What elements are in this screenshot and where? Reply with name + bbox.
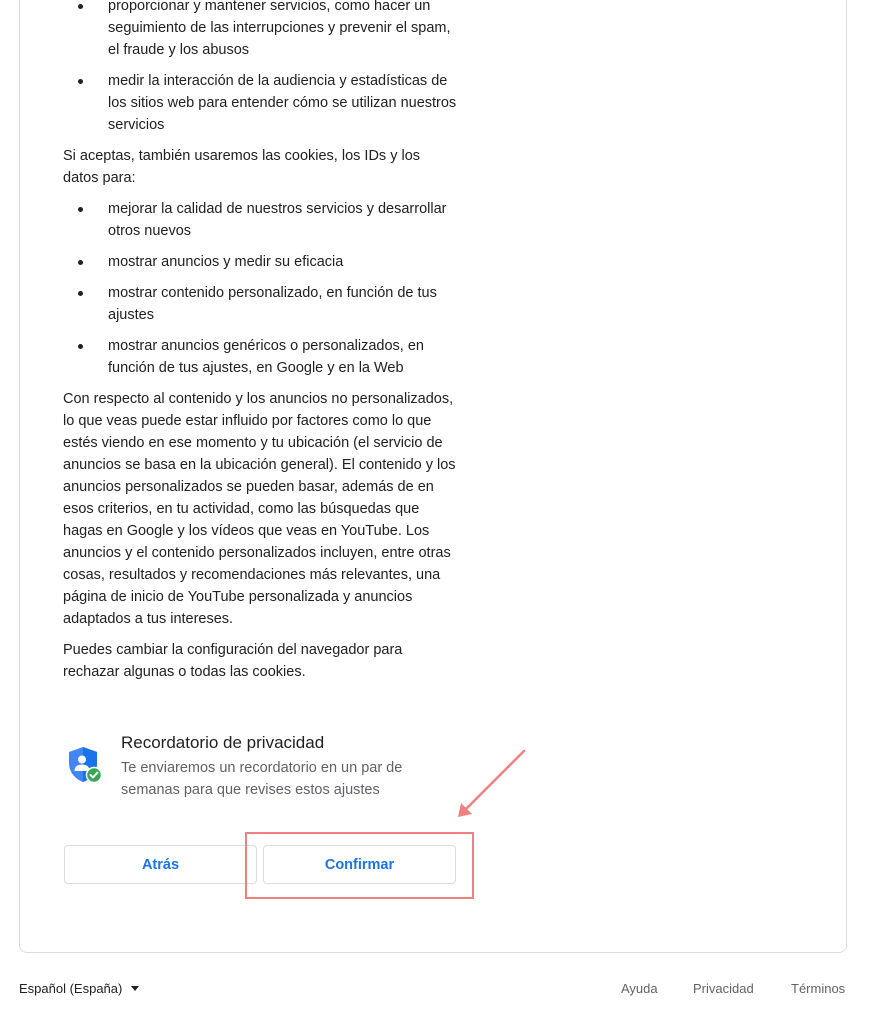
accept-intro-text: Si aceptas, también usaremos las cookies, los IDs y los datos para: (63, 148, 421, 186)
personalized-content-text: Con respecto al contenido y los anuncios no personalizados, lo que veas puede estar influido por factores como lo que estés viendo en ese momento y tu ubicación (el servicio de anuncios se basa en la ubicación general). El contenido y los anuncios personalizados se pueden basar, además de en esos criterios, en tu actividad, como las búsquedas que hagas en Google y los vídeos que veas en YouTube. Los anuncios y el contenido personalizados incluyen, entre otras cosas, resultados y recomendaciones más relevantes, una página de inicio de YouTube personalizada y anuncios adaptados a tus intereses. (63, 391, 456, 627)
bullet-icon (78, 207, 83, 212)
back-button[interactable]: Atrás (64, 845, 257, 884)
list-item-text: proporcionar y mantener servicios, como hacer un seguimiento de las interrupciones y prevenir el spam, el fraude y los abusos (108, 0, 451, 58)
browser-settings-text: Puedes cambiar la configuración del navegador para rechazar algunas o todas las cookies. (63, 642, 403, 680)
bullet-icon (78, 291, 83, 296)
privacy-link[interactable]: Privacidad (693, 981, 754, 996)
list-item (108, 198, 458, 242)
list-item (108, 251, 458, 273)
list-item-text: mostrar anuncios y medir su eficacia (108, 254, 344, 270)
list-basic-uses (63, 0, 458, 136)
list-item (108, 0, 458, 61)
confirm-button[interactable]: Confirmar (263, 845, 456, 884)
list-item-text: mejorar la calidad de nuestros servicios y desarrollar otros nuevos (108, 201, 447, 239)
reminder-title: Recordatorio de privacidad (121, 733, 325, 752)
privacy-reminder (68, 730, 468, 800)
list-accept-uses (63, 198, 458, 379)
bullet-icon (78, 79, 83, 84)
list-item (108, 282, 458, 326)
list-item (108, 335, 458, 379)
reminder-description: Te enviaremos un recordatorio en un par de semanas para que revises estos ajustes (121, 760, 403, 798)
annotation-highlight-box (245, 832, 474, 899)
annotation-arrow-icon (450, 745, 530, 820)
language-selector[interactable] (19, 981, 139, 996)
page-footer (0, 976, 885, 1002)
bullet-icon (78, 344, 83, 349)
bullet-icon (78, 260, 83, 265)
help-link[interactable]: Ayuda (621, 981, 658, 996)
list-item-text: medir la interacción de la audiencia y estadísticas de los sitios web para entender cómo se utilizan nuestros servicios (108, 73, 457, 133)
list-item (108, 70, 458, 136)
consent-content (63, 0, 458, 692)
list-item-text: mostrar anuncios genéricos o personalizados, en función de tus ajustes, en Google y en la Web (108, 338, 424, 376)
terms-link[interactable]: Términos (791, 981, 846, 996)
bullet-icon (78, 4, 83, 9)
privacy-shield-check-icon (68, 746, 102, 784)
list-item-text: mostrar contenido personalizado, en función de tus ajustes (108, 285, 437, 323)
caret-down-icon (131, 986, 139, 991)
language-label: Español (España) (19, 981, 123, 996)
